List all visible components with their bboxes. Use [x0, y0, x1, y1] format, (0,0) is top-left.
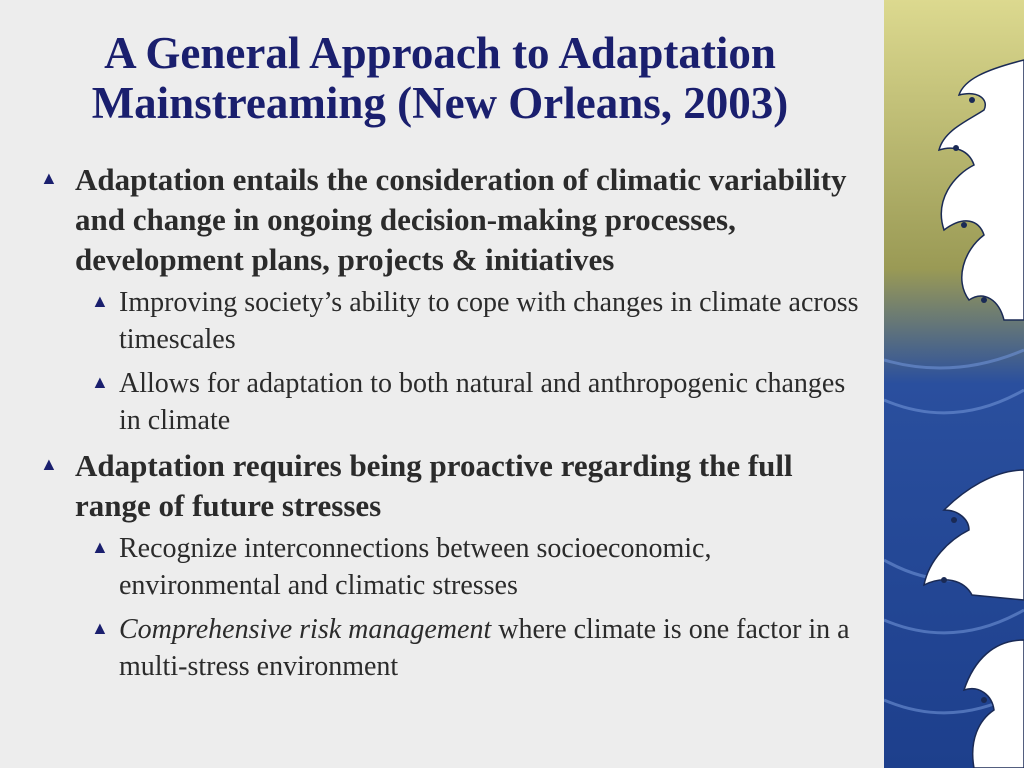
ocean-wave-art-icon — [884, 0, 1024, 768]
triangle-bullet-icon: ▲ — [91, 291, 109, 311]
slide-title — [30, 28, 850, 128]
title-line-2: Mainstreaming (New Orleans, 2003) — [91, 78, 789, 128]
triangle-bullet-icon: ▲ — [91, 618, 109, 638]
sub-bullet-text: Improving society’s ability to cope with changes in climate across timescales — [119, 287, 859, 355]
bullet-text: Adaptation entails the consideration of climatic variability and change in ongoing decision-making processes, development plans, projects & initiatives — [75, 162, 847, 277]
triangle-bullet-icon: ▲ — [91, 372, 109, 392]
triangle-bullet-icon: ▲ — [40, 168, 58, 188]
bullet-point-2 — [40, 446, 860, 526]
triangle-bullet-icon: ▲ — [40, 454, 58, 474]
slide-body — [40, 160, 860, 692]
sub-bullet-text: Recognize interconnections between socioeconomic, environmental and climatic stresses — [119, 533, 712, 601]
title-line-1: A General Approach to Adaptation — [104, 28, 776, 78]
sub-bullet-2-2 — [91, 611, 859, 685]
emphasis-text: Comprehensive risk management — [119, 614, 492, 645]
sub-bullet-text: where climate is one factor in a multi-stress environment — [119, 614, 850, 682]
bullet-point-1 — [40, 160, 860, 280]
sub-bullet-2-1 — [91, 530, 859, 604]
bullet-text: Adaptation requires being proactive regarding the full range of future stresses — [75, 448, 793, 523]
sub-bullet-1-1 — [91, 284, 859, 358]
sub-bullet-text: Allows for adaptation to both natural and anthropogenic changes in climate — [119, 368, 846, 436]
triangle-bullet-icon: ▲ — [91, 537, 109, 557]
sub-bullet-1-2 — [91, 365, 859, 439]
